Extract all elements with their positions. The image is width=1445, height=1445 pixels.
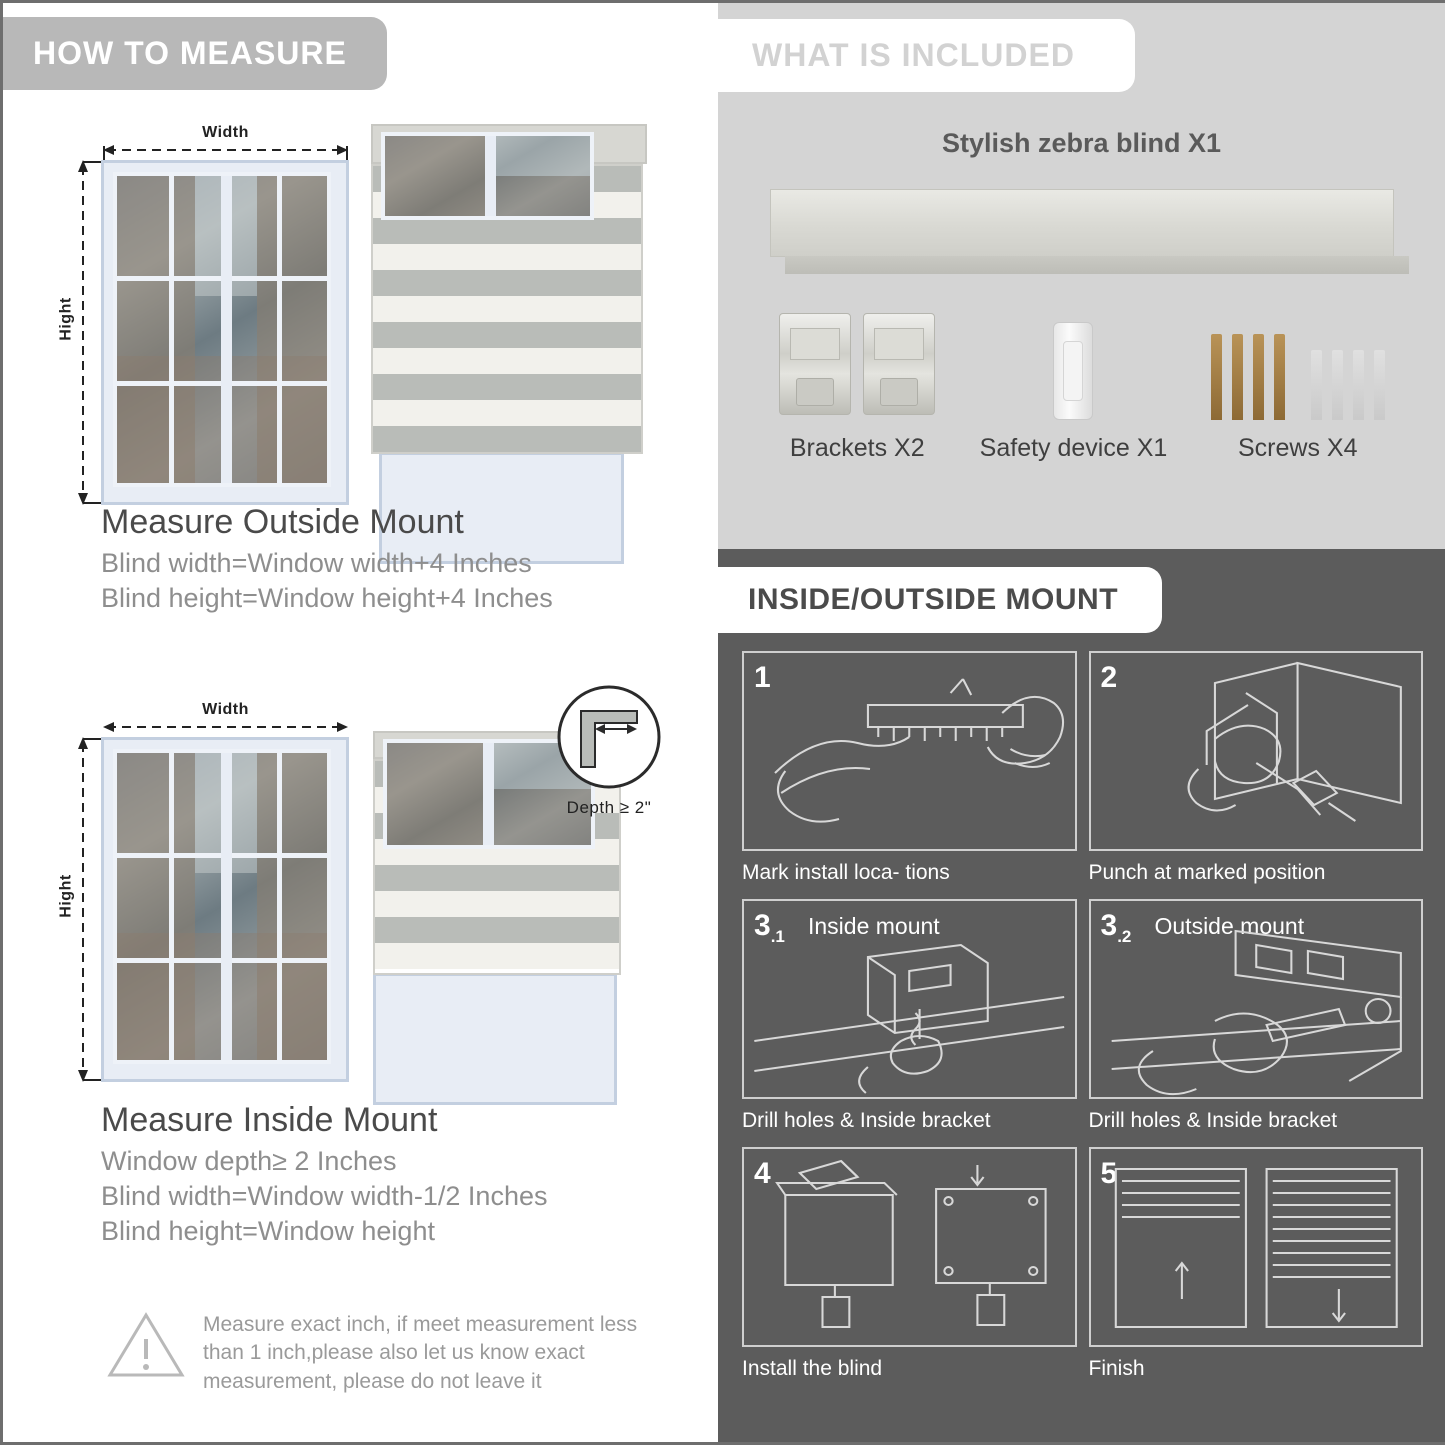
install-steps — [718, 633, 1445, 1381]
step-5-caption: Finish — [1088, 1357, 1145, 1380]
inside-mount-text — [101, 1101, 701, 1251]
included-parts-list — [718, 313, 1445, 463]
step-5-image — [1089, 1147, 1424, 1347]
measure-note-text: Measure exact inch, if meet measurement less than 1 inch,please also let us know exact measurement, please do not leave it — [203, 1313, 638, 1393]
step-5-number: 5 — [1100, 1157, 1118, 1190]
inside-mount-figure — [3, 643, 718, 1103]
outside-blind-illustration — [371, 124, 647, 564]
step-3-2-image — [1089, 899, 1424, 1099]
step-4-number: 4 — [754, 1157, 771, 1190]
finished-blinds-sketch — [1091, 1149, 1422, 1345]
step-3-1-inline-label: Inside mount — [808, 913, 940, 939]
step-3-2 — [1089, 899, 1424, 1133]
what-is-included-tab: WHAT IS INCLUDED — [718, 19, 1135, 92]
outside-mount-line-1: Blind width=Window width+4 Inches — [101, 548, 532, 578]
how-to-measure-tab: HOW TO MEASURE — [3, 17, 387, 90]
safety-device-label: Safety device X1 — [979, 434, 1168, 462]
outside-mount-line-2: Blind height=Window height+4 Inches — [101, 583, 553, 613]
step-4-image — [742, 1147, 1077, 1347]
what-is-included-panel — [718, 3, 1445, 549]
step-3-1-image — [742, 899, 1077, 1099]
outside-window-illustration — [101, 160, 349, 505]
warning-icon — [107, 1311, 185, 1379]
step-2-caption: Punch at marked position — [1088, 861, 1326, 884]
outside-width-dimension: Width — [103, 124, 348, 158]
right-column — [718, 3, 1445, 1442]
step-4-caption: Install the blind — [742, 1357, 883, 1380]
included-blind-title: Stylish zebra blind X1 — [941, 128, 1222, 158]
drill-sketch — [1091, 653, 1422, 849]
step-4 — [742, 1147, 1077, 1381]
step-3-1 — [742, 899, 1077, 1133]
outside-height-dimension: Hight — [61, 160, 101, 510]
outside-mount-heading: Measure Outside Mount — [101, 503, 464, 541]
screws-icon — [1206, 320, 1390, 420]
install-blind-sketch — [744, 1149, 1075, 1345]
depth-callout: Depth ≥ 2" — [555, 683, 663, 818]
outside-width-ticks — [103, 120, 349, 160]
safety-device-icon — [1053, 322, 1093, 420]
step-3-1-number: $3_{.1}$ — [754, 909, 785, 946]
inside-mount-heading: Measure Inside Mount — [101, 1101, 438, 1139]
step-5 — [1089, 1147, 1424, 1381]
outside-bracket-sketch — [1091, 901, 1422, 1097]
measure-note — [107, 1311, 667, 1396]
inside-mount-line-2: Blind width=Window width-1/2 Inches — [101, 1181, 548, 1211]
inside-mount-line-1: Window depth≥ 2 Inches — [101, 1146, 397, 1176]
part-safety-device — [980, 322, 1168, 463]
inside-mount-line-3: Blind height=Window height — [101, 1216, 435, 1246]
inside-outside-mount-panel — [718, 549, 1445, 1442]
part-screws — [1206, 320, 1390, 463]
zebra-blind-headrail-illustration — [770, 189, 1394, 257]
outside-mount-text — [101, 503, 701, 618]
inside-window-illustration — [101, 737, 349, 1082]
brackets-label: Brackets X2 — [789, 434, 925, 462]
inside-bracket-sketch — [744, 901, 1075, 1097]
measure-hands-sketch — [744, 653, 1075, 849]
how-to-measure-panel — [3, 3, 718, 1442]
step-3-2-caption: Drill holes & Inside bracket — [1088, 1109, 1338, 1132]
step-1 — [742, 651, 1077, 885]
inside-width-dimension: Width — [103, 701, 348, 735]
step-1-image — [742, 651, 1077, 851]
step-3-2-inline-label: Outside mount — [1154, 913, 1305, 939]
step-3-2-number: $3_{.2}$ — [1100, 909, 1132, 946]
step-1-number: 1 — [754, 661, 771, 694]
part-brackets — [773, 313, 941, 463]
screws-label: Screws X4 — [1238, 434, 1358, 462]
step-2 — [1089, 651, 1424, 885]
step-1-caption: Mark install loca- tions — [742, 861, 950, 884]
step-2-number: 2 — [1100, 661, 1118, 694]
step-2-image — [1089, 651, 1424, 851]
bracket-icon — [773, 313, 941, 420]
step-3-1-caption: Drill holes & Inside bracket — [742, 1109, 991, 1132]
inside-outside-mount-tab: INSIDE/OUTSIDE MOUNT — [718, 567, 1162, 633]
inside-height-dimension: Hight — [61, 737, 101, 1087]
